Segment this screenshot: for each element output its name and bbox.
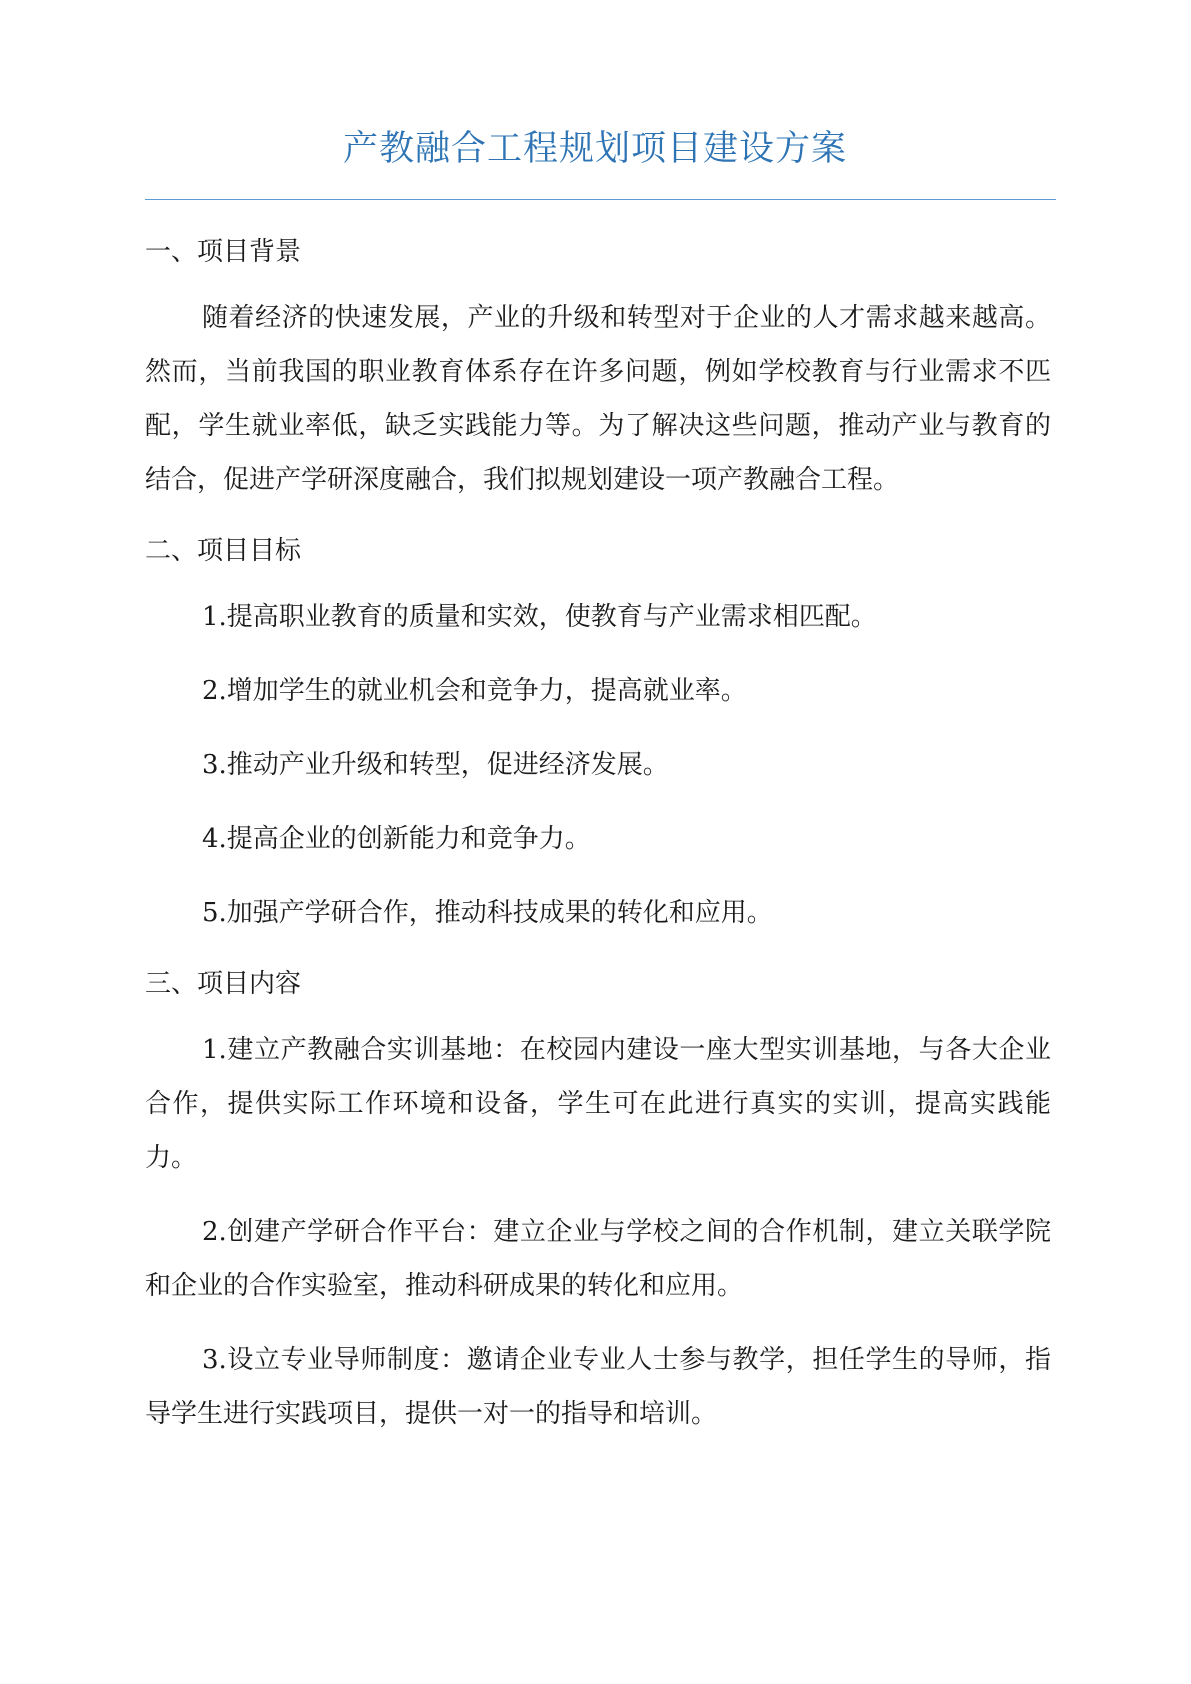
content-item-3: 3.设立专业导师制度：邀请企业专业人士参与教学，担任学生的导师，指导学生进行实践项目，提供一对一的指导和培训。 <box>145 1345 1051 1429</box>
goal-item-5: 5.加强产学研合作，推动科技成果的转化和应用。 <box>202 898 773 928</box>
goal-item-1: 1.提高职业教育的质量和实效，使教育与产业需求相匹配。 <box>202 602 877 632</box>
goal-item-4: 4.提高企业的创新能力和竞争力。 <box>202 824 591 854</box>
title-divider <box>145 199 1056 200</box>
content-item-1: 1.建立产教融合实训基地：在校园内建设一座大型实训基地，与各大企业合作，提供实际工作环境和设备，学生可在此进行真实的实训，提高实践能力。 <box>145 1035 1051 1173</box>
document-body <box>145 225 1051 1441</box>
goal-item-2: 2.增加学生的就业机会和竞争力，提高就业率。 <box>202 676 747 706</box>
section-heading-background: 一、项目背景 <box>145 237 302 267</box>
section-heading-goals: 二、项目目标 <box>145 536 302 566</box>
section-heading-content: 三、项目内容 <box>145 969 302 999</box>
document-title: 产教融合工程规划项目建设方案 <box>342 129 847 169</box>
content-item-2: 2.创建产学研合作平台：建立企业与学校之间的合作机制，建立关联学院和企业的合作实验室，推动科研成果的转化和应用。 <box>145 1217 1051 1301</box>
background-paragraph: 随着经济的快速发展，产业的升级和转型对于企业的人才需求越来越高。然而，当前我国的职业教育体系存在许多问题，例如学校教育与行业需求不匹配，学生就业率低，缺乏实践能力等。为了解决这些问题，推动产业与教育的结合，促进产学研深度融合，我们拟规划建设一项产教融合工程。 <box>145 303 1051 495</box>
goal-item-3: 3.推动产业升级和转型，促进经济发展。 <box>202 750 669 780</box>
